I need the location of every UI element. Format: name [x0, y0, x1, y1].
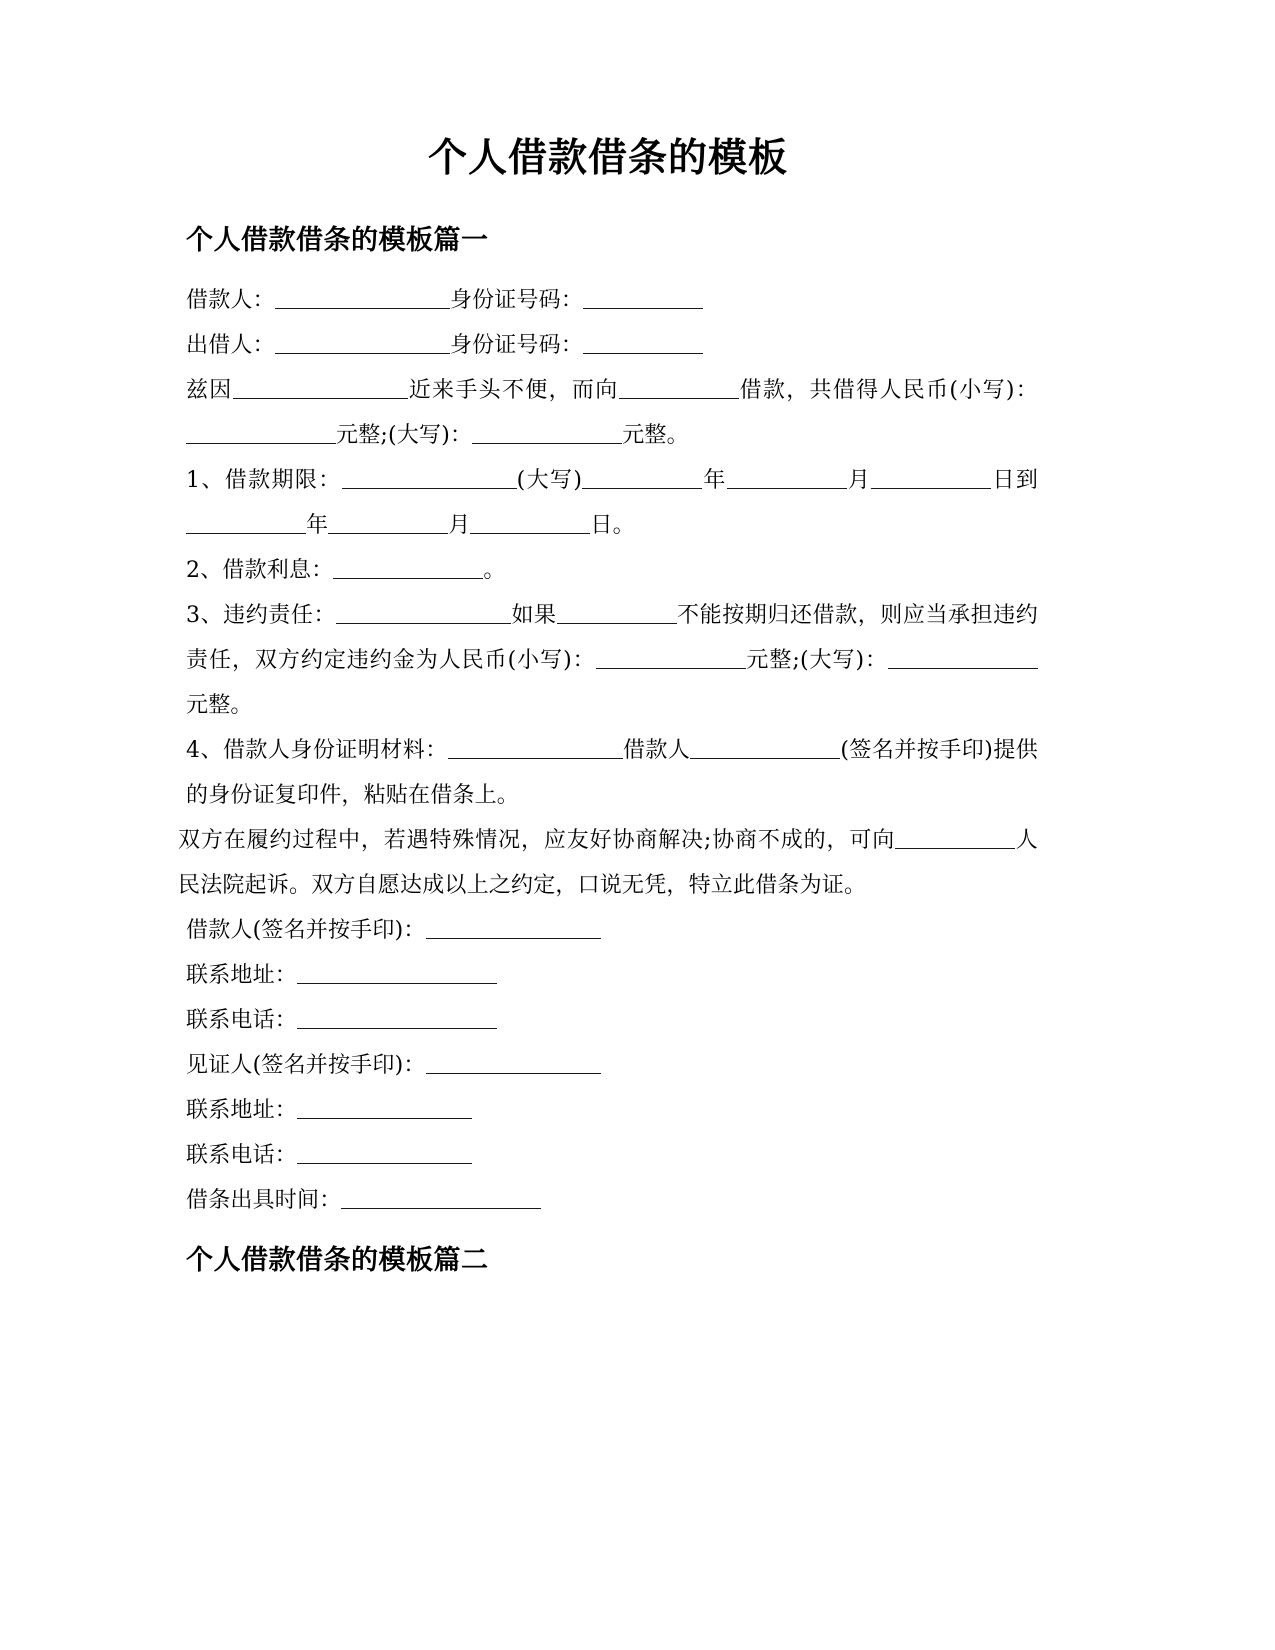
item3-party-blank [557, 600, 677, 624]
witness-address-blank [297, 1095, 472, 1119]
item3-if: 如果 [511, 602, 557, 628]
issue-time-label: 借条出具时间： [186, 1187, 342, 1213]
dispute-tail: 人民法院起诉。双方自愿达成以上之约定，口说无凭，特立此借条为证。 [178, 827, 1038, 898]
sign-witness-label: 见证人(签名并按手印)： [186, 1052, 426, 1078]
sign-borrower-label: 借款人(签名并按手印)： [186, 917, 426, 943]
amount-big-blank [472, 420, 622, 444]
sign-witness-blank [426, 1050, 601, 1074]
paragraph-borrower-address [178, 953, 1038, 998]
paragraph-item-1 [178, 458, 1038, 548]
item3-label: 3、违约责任： [186, 602, 337, 628]
id-label-1: 身份证号码： [449, 287, 584, 313]
item3-penalty-small-blank [596, 645, 746, 669]
item4-borrower-blank [690, 735, 840, 759]
paragraph-sign-borrower [178, 908, 1038, 953]
item4-material-blank [448, 735, 623, 759]
section-heading-two: 个人借款借条的模板篇二 [186, 1244, 489, 1276]
item1-label: 1、借款期限： [186, 467, 342, 493]
borrower-id-blank [583, 285, 703, 309]
item1-month: 月 [846, 467, 872, 493]
amount-small-suffix: 元整;(大写)： [336, 422, 473, 448]
sign-borrower-blank [426, 915, 601, 939]
address-label-1: 联系地址： [186, 962, 298, 988]
dispute-court-blank [895, 825, 1015, 849]
reason-prefix: 兹因 [186, 377, 233, 403]
id-label-2: 身份证号码： [449, 332, 584, 358]
witness-phone-blank [297, 1140, 472, 1164]
item1-term-blank [342, 465, 517, 489]
borrower-address-blank [297, 960, 497, 984]
item1-mid: (大写) [516, 467, 583, 493]
paragraph-borrower-id [178, 278, 1038, 323]
item2-label: 2、借款利息： [186, 557, 334, 583]
item1-day-to: 日到 [991, 467, 1039, 493]
item1-month2: 月 [448, 512, 471, 538]
paragraph-witness-address [178, 1088, 1038, 1133]
item2-period: 。 [483, 557, 506, 583]
item1-month2-blank [328, 510, 448, 534]
paragraph-borrower-phone [178, 998, 1038, 1043]
reason-person-blank [233, 375, 408, 399]
paragraph-sign-witness [178, 1043, 1038, 1088]
borrower-name-blank [275, 285, 450, 309]
amount-small-blank [186, 420, 336, 444]
issue-time-blank [341, 1185, 541, 1209]
item3-big-suffix: 元整。 [186, 692, 253, 718]
reason-lender-blank [619, 375, 739, 399]
item1-year2-blank [186, 510, 306, 534]
document-content [178, 132, 1038, 1280]
lender-name-blank [275, 330, 450, 354]
paragraph-item-3 [178, 593, 1038, 728]
item3-liability-blank [336, 600, 511, 624]
item1-day-blank [871, 465, 991, 489]
item1-day-end: 日。 [590, 512, 635, 538]
item1-day2-blank [470, 510, 590, 534]
item3-penalty-big-blank [888, 645, 1038, 669]
item4-label: 4、借款人身份证明材料： [186, 737, 448, 763]
paragraph-dispute [178, 818, 1038, 908]
paragraph-reason-amount [178, 368, 1038, 458]
borrower-label: 借款人： [186, 287, 275, 313]
paragraph-item-2 [178, 548, 1038, 593]
paragraph-issue-time [178, 1178, 1038, 1223]
item4-borrower: 借款人 [622, 737, 691, 763]
item3-small-suffix: 元整;(大写)： [745, 647, 888, 673]
address-label-2: 联系地址： [186, 1097, 298, 1123]
lender-id-blank [583, 330, 703, 354]
dispute-text: 双方在履约过程中，若遇特殊情况，应友好协商解决;协商不成的，可向 [178, 827, 896, 853]
item3-mid: 不能按期归还借款，则应当承担违约责任，双方约定违约金为人民币(小写)： [186, 602, 1039, 673]
item1-month-blank [727, 465, 847, 489]
paragraph-lender-id [178, 323, 1038, 368]
item2-interest-blank [333, 555, 483, 579]
reason-suffix: 借款，共借得人民币(小写)： [738, 377, 1038, 403]
paragraph-item-4 [178, 728, 1038, 818]
phone-label-2: 联系电话： [186, 1142, 298, 1168]
phone-label-1: 联系电话： [186, 1007, 298, 1033]
item1-year: 年 [702, 467, 727, 493]
item4-tail: (签名并按手印)提供的身份证复印件，粘贴在借条上。 [186, 737, 1038, 808]
lender-label: 出借人： [186, 332, 275, 358]
reason-mid: 近来手头不便，而向 [407, 377, 619, 403]
paragraph-witness-phone [178, 1133, 1038, 1178]
page-title: 个人借款借条的模板 [427, 135, 788, 181]
item1-year2: 年 [306, 512, 329, 538]
amount-big-suffix: 元整。 [622, 422, 689, 448]
item1-year-blank [582, 465, 702, 489]
borrower-phone-blank [297, 1005, 497, 1029]
section-heading-one: 个人借款借条的模板篇一 [186, 224, 489, 256]
